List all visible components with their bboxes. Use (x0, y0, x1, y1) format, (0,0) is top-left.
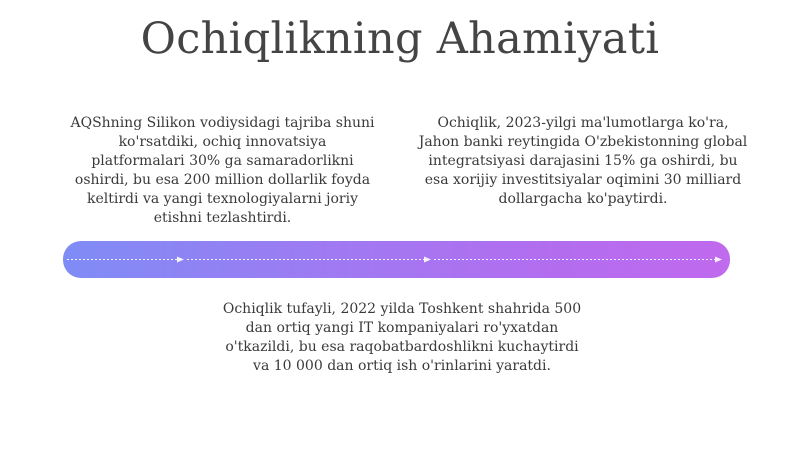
arrowhead-icon (424, 257, 431, 263)
arrowhead-icon (177, 257, 184, 263)
slide-title: Ochiqlikning Ahamiyati (140, 14, 660, 64)
paragraph-bottom: Ochiqlik tufayli, 2022 yilda Toshkent shahrida 500 dan ortiq yangi IT kompaniyalari ro'yxatdan o'tkazildi, bu esa raqobatbardoshlikni kuchaytirdi va 10 000 dan ortiq ish o'rinlarini yaratdi. (222, 301, 582, 374)
arrowhead-icon (715, 257, 722, 263)
timeline-arrows (63, 241, 730, 278)
paragraph-left: AQShning Silikon vodiysidagi tajriba shuni ko'rsatdiki, ochiq innovatsiya platformalari 30% ga samaradorlikni oshirdi, bu esa 200 million dollarlik foyda keltirdi va yangi texnologiyalarni joriy etishni tezlashtirdi. (70, 115, 375, 226)
timeline-bar (63, 241, 730, 278)
paragraph-right: Ochiqlik, 2023-yilgi ma'lumotlarga ko'ra, Jahon banki reytingida O'zbekistonning global integratsiyasi darajasini 15% ga oshirdi, bu esa xorijiy investitsiyalar oqimini 30 milliard dollargacha ko'paytirdi. (418, 115, 748, 207)
